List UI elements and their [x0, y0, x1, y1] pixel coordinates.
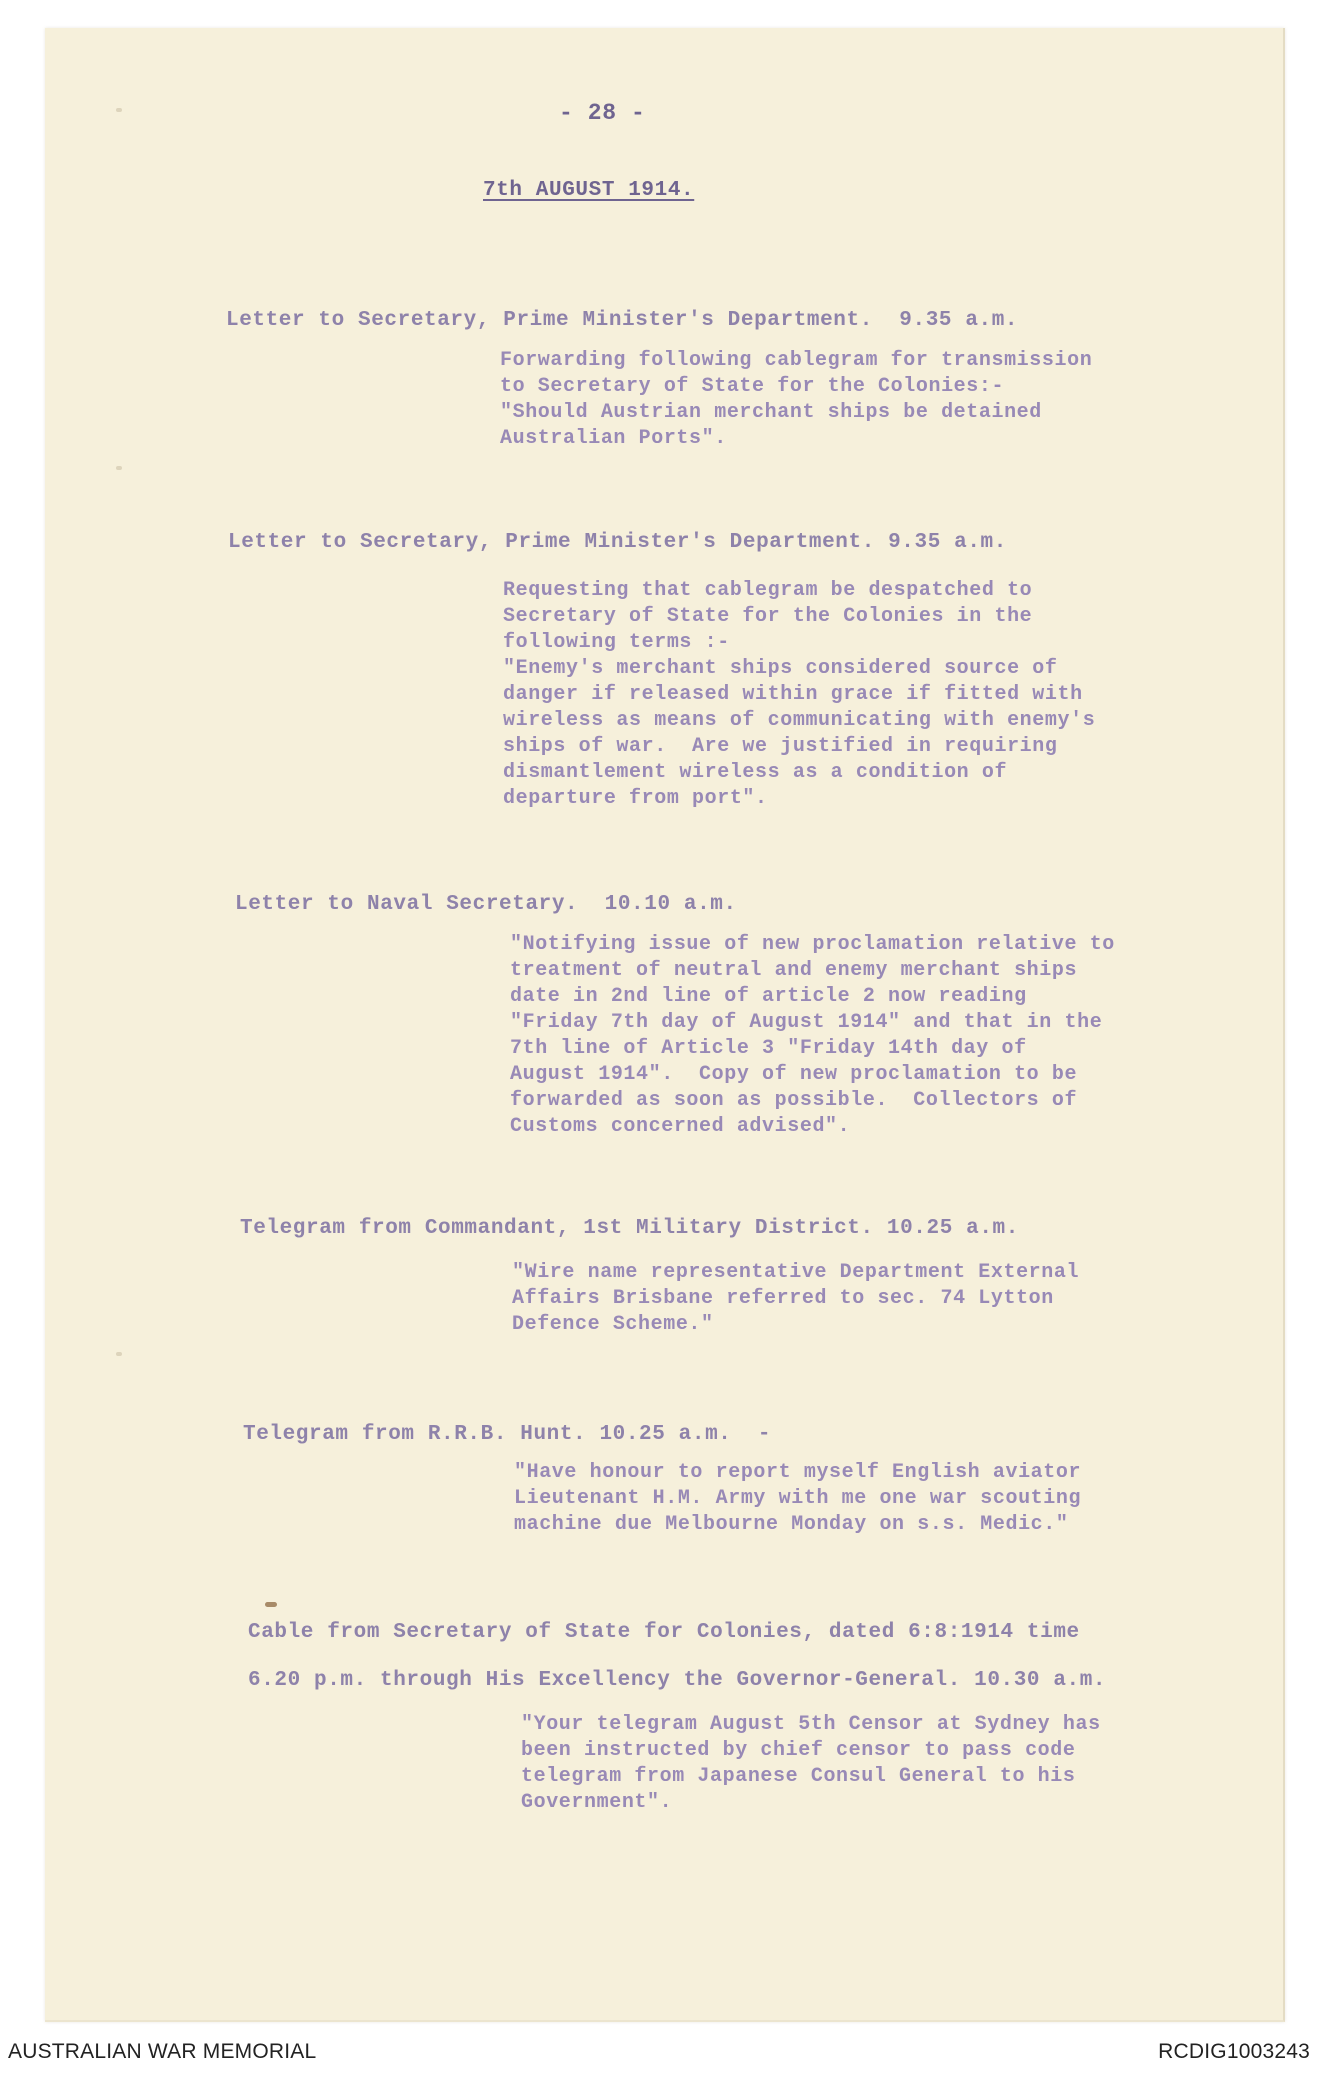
entry-body-line: Forwarding following cablegram for transmission — [500, 349, 1093, 372]
entry-body-line: Customs concerned advised". — [510, 1115, 851, 1138]
entry-body-line: Requesting that cablegram be despatched to — [503, 579, 1033, 602]
entry-body-line: Lieutenant H.M. Army with me one war scouting — [514, 1487, 1082, 1510]
entry-body-line: to Secretary of State for the Colonies:- — [500, 375, 1005, 398]
ink-smudge — [265, 1602, 277, 1607]
date-heading: 7th AUGUST 1914. — [483, 179, 695, 202]
entry-body-line: telegram from Japanese Consul General to his — [521, 1765, 1076, 1788]
entry-body-line: August 1914". Copy of new proclamation to be — [510, 1063, 1078, 1086]
page-number: - 28 - — [559, 100, 646, 126]
entry-heading-continued: 6.20 p.m. through His Excellency the Governor-General. 10.30 a.m. — [248, 1669, 1107, 1692]
entry-body-line: Affairs Brisbane referred to sec. 74 Lytton — [512, 1287, 1054, 1310]
entry-body-line: Secretary of State for the Colonies in the — [503, 605, 1033, 628]
entry-heading: Telegram from R.R.B. Hunt. 10.25 a.m. - — [243, 1423, 772, 1446]
entry-body-line: "Have honour to report myself English aviator — [514, 1461, 1082, 1484]
entry-body-line: ships of war. Are we justified in requiring — [503, 735, 1058, 758]
entry-heading: Telegram from Commandant, 1st Military District. 10.25 a.m. — [240, 1217, 1019, 1240]
entry-body-line: "Your telegram August 5th Censor at Sydney has — [521, 1713, 1101, 1736]
entry-body-line: "Friday 7th day of August 1914" and that in the — [510, 1011, 1103, 1034]
entry-body-line: "Enemy's merchant ships considered source of — [503, 657, 1058, 680]
entry-body-line: "Notifying issue of new proclamation relative to — [510, 933, 1115, 956]
entry-body-line: forwarded as soon as possible. Collectors of — [510, 1089, 1078, 1112]
entry-heading: Letter to Secretary, Prime Minister's Department. 9.35 a.m. — [226, 309, 1019, 332]
entry-heading: Letter to Secretary, Prime Minister's Department. 9.35 a.m. — [228, 531, 1007, 554]
entry-body-line: dismantlement wireless as a condition of — [503, 761, 1008, 784]
entry-body-line: departure from port". — [503, 787, 768, 810]
entry-body-line: Australian Ports". — [500, 427, 727, 450]
entry-body-line: Defence Scheme." — [512, 1313, 714, 1336]
entry-body-line: "Should Austrian merchant ships be detained — [500, 401, 1042, 424]
punch-hole-mark — [116, 466, 122, 470]
entry-body-line: Government". — [521, 1791, 673, 1814]
entry-heading: Cable from Secretary of State for Colonies, dated 6:8:1914 time — [248, 1621, 1080, 1644]
entry-heading: Letter to Naval Secretary. 10.10 a.m. — [235, 893, 737, 916]
archive-id: RCDIG1003243 — [1158, 2040, 1310, 2063]
punch-hole-mark — [116, 108, 122, 112]
entry-body-line: been instructed by chief censor to pass code — [521, 1739, 1076, 1762]
entry-body-line: date in 2nd line of article 2 now reading — [510, 985, 1027, 1008]
entry-body-line: 7th line of Article 3 "Friday 14th day of — [510, 1037, 1027, 1060]
entry-body-line: wireless as means of communicating with enemy's — [503, 709, 1096, 732]
entry-body-line: machine due Melbourne Monday on s.s. Medic." — [514, 1513, 1069, 1536]
punch-hole-mark — [116, 1352, 122, 1356]
entry-body-line: "Wire name representative Department External — [512, 1261, 1080, 1284]
archive-credit: AUSTRALIAN WAR MEMORIAL — [8, 2040, 317, 2063]
entry-body-line: following terms :- — [503, 631, 730, 654]
entry-body-line: treatment of neutral and enemy merchant ships — [510, 959, 1078, 982]
entry-body-line: danger if released within grace if fitted with — [503, 683, 1083, 706]
